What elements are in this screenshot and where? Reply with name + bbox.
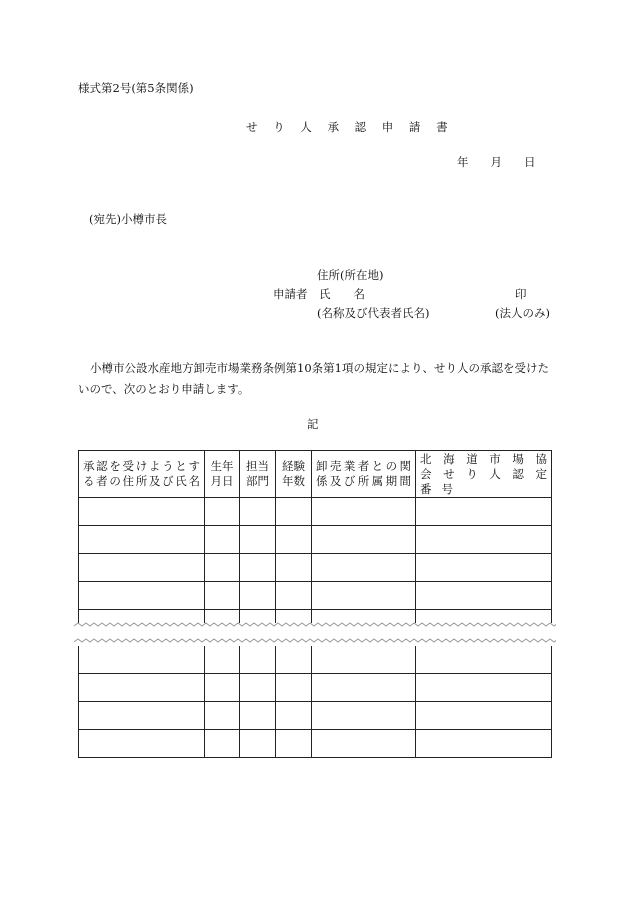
table-cell[interactable] <box>416 702 552 730</box>
table-cell[interactable] <box>312 702 416 730</box>
header-certification-number: 北 海 道 市 場 協 会 せ り 人 認 定 番 号 <box>416 451 552 498</box>
table-cell[interactable] <box>205 554 240 582</box>
table-cell[interactable] <box>276 674 312 702</box>
table-cell[interactable] <box>416 730 552 758</box>
seal-mark: 印 <box>515 287 527 301</box>
date-year: 年 <box>457 155 469 169</box>
table-cell[interactable] <box>240 582 276 610</box>
header-applicant-address-name: 承認を受けようとす る者の住所及び氏名 <box>79 451 205 498</box>
header-birth-date: 生年 月日 <box>205 451 240 498</box>
table-row <box>79 674 552 702</box>
application-table-top <box>78 450 552 638</box>
table-cell[interactable] <box>276 646 312 674</box>
table-cell[interactable] <box>240 554 276 582</box>
table-header-row <box>79 451 552 498</box>
table-cell[interactable] <box>276 554 312 582</box>
header-wholesaler-relation: 卸売業者との関 係及び所属期間 <box>312 451 416 498</box>
table-row <box>79 730 552 758</box>
table-cell[interactable] <box>79 498 205 526</box>
table-cell[interactable] <box>205 702 240 730</box>
table-row <box>79 646 552 674</box>
table-cell[interactable] <box>240 674 276 702</box>
table-cell[interactable] <box>205 730 240 758</box>
table-row <box>79 498 552 526</box>
table-cell[interactable] <box>240 646 276 674</box>
date-day: 日 <box>524 155 536 169</box>
table-cell[interactable] <box>416 498 552 526</box>
application-table-bottom <box>78 646 552 758</box>
table-row <box>79 582 552 610</box>
table-cell[interactable] <box>240 526 276 554</box>
table-cell[interactable] <box>205 526 240 554</box>
corporation-note: (法人のみ) <box>495 306 550 320</box>
table-cell[interactable] <box>79 646 205 674</box>
table-cell[interactable] <box>276 498 312 526</box>
table-cell[interactable] <box>79 526 205 554</box>
table-row <box>79 702 552 730</box>
table-cell[interactable] <box>79 730 205 758</box>
table-cell[interactable] <box>240 730 276 758</box>
body-paragraph: 小樽市公設水産地方卸売市場業務条例第10条第1項の規定により、せり人の承認を受けたいので、次のとおり申請します。 <box>78 361 549 396</box>
table-cell[interactable] <box>276 582 312 610</box>
form-number: 様式第2号(第5条関係) <box>78 81 194 95</box>
name-label: 氏 名 <box>319 287 365 301</box>
table-row <box>79 554 552 582</box>
table-cell[interactable] <box>416 554 552 582</box>
table-cell[interactable] <box>312 554 416 582</box>
table-row <box>79 526 552 554</box>
table-cell[interactable] <box>416 526 552 554</box>
table-cell[interactable] <box>79 674 205 702</box>
header-department: 担当 部門 <box>240 451 276 498</box>
table-cell[interactable] <box>79 554 205 582</box>
table-cell[interactable] <box>205 646 240 674</box>
table-cell[interactable] <box>205 674 240 702</box>
table-cell[interactable] <box>312 582 416 610</box>
table-cell[interactable] <box>79 702 205 730</box>
address-label: 住所(所在地) <box>317 268 384 282</box>
table-cell[interactable] <box>312 646 416 674</box>
table-cell[interactable] <box>276 526 312 554</box>
table-cell[interactable] <box>312 526 416 554</box>
table-cell[interactable] <box>312 730 416 758</box>
ki-heading: 記 <box>307 417 319 431</box>
table-cell[interactable] <box>240 498 276 526</box>
table-cell[interactable] <box>276 730 312 758</box>
table-cell[interactable] <box>205 498 240 526</box>
date-line <box>457 154 536 170</box>
table-cell[interactable] <box>205 582 240 610</box>
table-cell[interactable] <box>79 582 205 610</box>
table-cell[interactable] <box>416 582 552 610</box>
table-cell[interactable] <box>240 702 276 730</box>
applicant-label: 申請者 <box>273 287 308 301</box>
page-break-tear <box>74 618 556 648</box>
document-title: せ り 人 承 認 申 請 書 <box>246 120 454 134</box>
table-cell[interactable] <box>312 674 416 702</box>
name-note: (名称及び代表者氏名) <box>317 306 430 320</box>
date-month: 月 <box>490 155 502 169</box>
header-experience-years: 経験 年数 <box>276 451 312 498</box>
addressee: (宛先)小樽市長 <box>89 212 167 226</box>
table-cell[interactable] <box>276 702 312 730</box>
table-cell[interactable] <box>416 674 552 702</box>
table-cell[interactable] <box>312 498 416 526</box>
table-cell[interactable] <box>416 646 552 674</box>
